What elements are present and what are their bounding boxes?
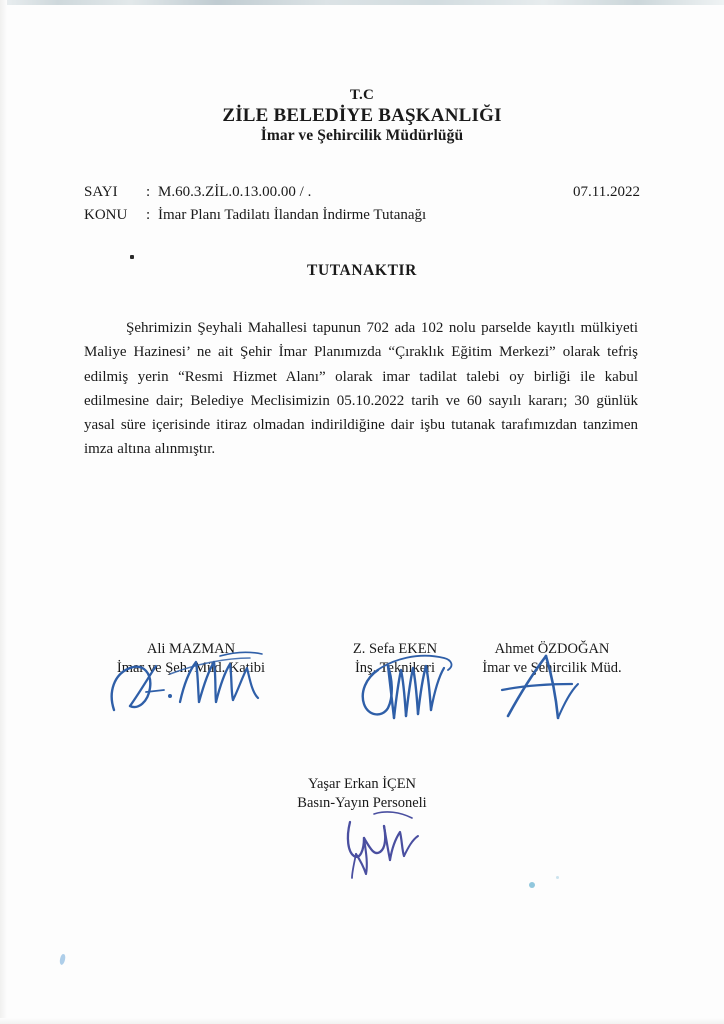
letterhead-department: İmar ve Şehircilik Müdürlüğü — [260, 127, 464, 145]
signature-block-1 — [96, 640, 286, 678]
letterhead — [0, 86, 724, 146]
document-date: 07.11.2022 — [573, 184, 640, 200]
handwritten-signature-4 — [330, 808, 440, 880]
sayi-label: SAYI — [84, 184, 118, 200]
document-body-paragraph: Şehrimizin Şeyhali Mahallesi tapunun 702 ada 102 nolu parselde kayıtlı mülkiyeti Maliye Hazinesi’ ne ait Şehir İmar Planımızda “Çıraklık Eğitim Merkezi” olarak tefriş edilmiş yerin “Resmi Hizmet Alanı” olarak imar tadilat talebi oy birliği ile kabul edilmesine dair; Belediye Meclisimizin 05.10.2022 tarih ve 60 sayılı kararı; 30 günlük yasal süre içerisinde itiraz olmadan indirildiğine dair işbu tutanak tarafımızdan tanzimen imza altına alınmıştır. — [84, 320, 638, 458]
konu-label: KONU — [84, 207, 128, 224]
signatory-title: Basın-Yayın Personeli — [297, 794, 427, 811]
scan-speck-mark — [130, 255, 134, 259]
document-title: TUTANAKTIR — [307, 262, 417, 279]
konu-colon: : — [146, 207, 151, 224]
signature-block-2 — [320, 640, 470, 678]
document-metadata — [84, 181, 640, 228]
signatory-title: İnş. Teknikeri — [354, 659, 436, 676]
ink-speck-bottom-left — [59, 954, 66, 966]
signatory-name: Yaşar Erkan İÇEN — [307, 776, 417, 792]
signature-row — [0, 640, 724, 811]
scan-edge-artifact-left — [0, 0, 7, 1024]
letterhead-institution: ZİLE BELEDİYE BAŞKANLIĞI — [222, 105, 502, 127]
konu-value: İmar Planı Tadilatı İlandan İndirme Tutanağı — [158, 207, 427, 224]
signatory-title: İmar ve Şeh. Müd. Katibi — [116, 659, 266, 676]
metadata-row-konu — [84, 204, 640, 227]
signatory-name: Ali MAZMAN — [146, 641, 236, 657]
letterhead-republic-line: T.C — [349, 87, 375, 103]
sayi-colon: : — [146, 184, 151, 200]
signature-block-4 — [262, 775, 462, 813]
sayi-value: M.60.3.ZİL.0.13.00.00 / . — [158, 184, 312, 200]
signatory-name: Ahmet ÖZDOĞAN — [494, 641, 610, 657]
signature-block-3 — [452, 640, 652, 678]
scan-edge-artifact-top — [0, 0, 724, 5]
metadata-row-sayi — [84, 181, 640, 204]
scan-edge-artifact-bottom — [0, 1018, 724, 1024]
ink-speck-small — [556, 876, 559, 879]
signatory-title: İmar ve Şehircilik Müd. — [482, 659, 622, 676]
ink-speck-center-right — [529, 882, 535, 888]
signatory-name: Z. Sefa EKEN — [352, 641, 438, 657]
